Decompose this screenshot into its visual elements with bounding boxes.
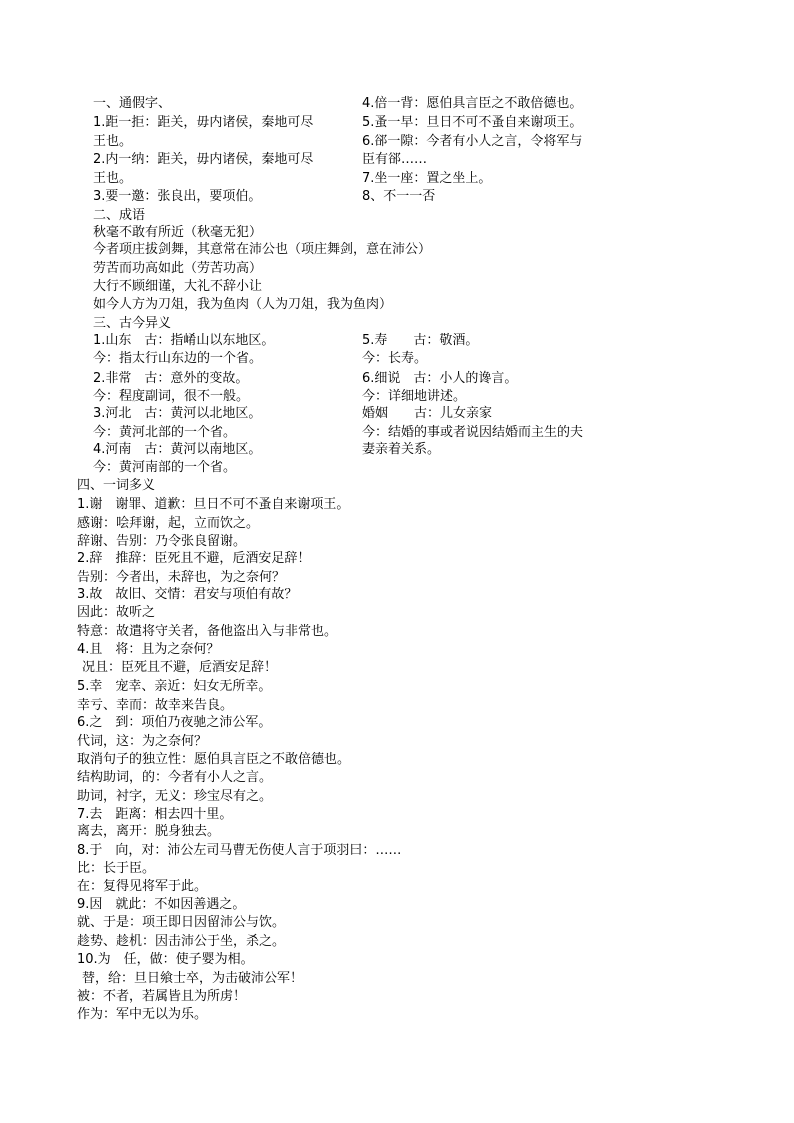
text-line: 2.辞 推辞：臣死且不避，卮酒安足辞！: [77, 551, 311, 566]
text-line: 特意：故遣将守关者，备他盗出入与非常也。: [77, 624, 338, 639]
text-line: 5.寿 古：敬酒。: [362, 333, 479, 348]
text-line: 6.细说 古：小人的谗言。: [362, 371, 518, 386]
text-line: 如今人方为刀俎，我为鱼肉（人为刀俎，我为鱼肉）: [93, 297, 393, 312]
text-line: 1.谢 谢罪、道歉：旦日不可不蚤自来谢项王。: [77, 497, 350, 512]
text-line: 今：程度副词，很不一般。: [93, 389, 250, 404]
text-line: 6.之 到：项伯乃夜驰之沛公军。: [77, 715, 272, 730]
text-line: 臣有郤……: [362, 152, 428, 167]
text-line: 秋毫不敢有所近（秋毫无犯）: [93, 225, 263, 240]
text-line: 3.要一邀：张良出，要项伯。: [93, 189, 262, 204]
text-line: 替，给：旦日飨士卒，为击破沛公军！: [82, 971, 304, 986]
text-line: 今：结婚的事或者说因结婚而主生的夫: [362, 425, 584, 440]
text-line: 二、成语: [93, 208, 146, 223]
text-line: 比：长于臣。: [77, 861, 156, 876]
text-line: 王也。: [93, 171, 133, 186]
text-line: 因此：故听之: [77, 605, 156, 620]
text-line: 妻亲着关系。: [362, 442, 441, 457]
text-line: 今：黄河南部的一个省。: [93, 460, 237, 475]
text-line: 在：复得见将军于此。: [77, 879, 208, 894]
text-line: 代词，这：为之奈何？: [77, 734, 208, 749]
text-line: 今：黄河北部的一个省。: [93, 425, 237, 440]
text-line: 今者项庄拔剑舞，其意常在沛公也（项庄舞剑，意在沛公）: [93, 242, 432, 257]
text-line: 5.幸 宠幸、亲近：妇女无所幸。: [77, 679, 272, 694]
text-line: 四、一词多义: [77, 478, 156, 493]
text-line: 离去，离开：脱身独去。: [77, 824, 221, 839]
text-line: 9.因 就此：不如因善遇之。: [77, 897, 246, 912]
text-line: 4.河南 古：黄河以南地区。: [93, 442, 262, 457]
text-line: 今：指太行山东边的一个省。: [93, 351, 263, 366]
text-line: 辞谢、告别：乃令张良留谢。: [77, 534, 247, 549]
text-line: 结构助词，的：今者有小人之言。: [77, 770, 273, 785]
text-line: 大行不顾细谨，大礼不辞小让: [93, 279, 263, 294]
text-line: 10.为 任，做：使子婴为相。: [77, 952, 254, 967]
text-line: 3.河北 古：黄河以北地区。: [93, 406, 262, 421]
text-line: 王也。: [93, 134, 133, 149]
text-line: 一、通假字、: [93, 96, 172, 111]
text-line: 2.非常 古：意外的变故。: [93, 371, 249, 386]
text-line: 幸亏、幸而：故幸来告良。: [77, 698, 234, 713]
text-line: 趁势、趁机：因击沛公于坐，杀之。: [77, 934, 286, 949]
text-line: 2.内一纳：距关，毋内诸侯，秦地可尽: [93, 152, 314, 167]
text-line: 1.山东 古：指崤山以东地区。: [93, 333, 275, 348]
text-line: 感谢：哙拜谢，起，立而饮之。: [77, 516, 260, 531]
text-line: 劳苦而功高如此（劳苦功高）: [93, 261, 263, 276]
text-line: 婚姻 古：儿女亲家: [362, 406, 493, 421]
text-line: 3.故 故旧、交情：君安与项伯有故？: [77, 587, 298, 602]
text-line: 6.郤一隙：今者有小人之言，令将军与: [362, 134, 583, 149]
text-line: 就、于是：项王即日因留沛公与饮。: [77, 915, 286, 930]
text-line: 5.蚤一早：旦日不可不蚤自来谢项王。: [362, 115, 583, 130]
text-line: 作为：军中无以为乐。: [77, 1007, 208, 1022]
text-line: 今：详细地讲述。: [362, 389, 467, 404]
text-line: 8.于 向，对：沛公左司马曹无伤使人言于项羽曰：……: [77, 843, 402, 858]
text-line: 1.距一拒：距关，毋内诸侯，秦地可尽: [93, 115, 314, 130]
text-line: 4.倍一背：愿伯具言臣之不敢倍德也。: [362, 96, 583, 111]
text-line: 今：长寿。: [362, 351, 428, 366]
text-line: 8、不一一否: [362, 189, 436, 204]
text-line: 7.去 距离：相去四十里。: [77, 807, 233, 822]
text-line: 4.且 将：且为之奈何？: [77, 642, 220, 657]
text-line: 告别：今者出，未辞也，为之奈何？: [77, 570, 286, 585]
text-line: 被：不者，若属皆且为所虏！: [77, 989, 247, 1004]
text-line: 取消句子的独立性：愿伯具言臣之不敢倍德也。: [77, 752, 351, 767]
text-line: 助词，衬字，无义：珍宝尽有之。: [77, 789, 273, 804]
text-line: 7.坐一座：置之坐上。: [362, 171, 492, 186]
text-line: 三、古今异义: [93, 316, 172, 331]
text-line: 况且：臣死且不避，卮酒安足辞！: [82, 660, 278, 675]
